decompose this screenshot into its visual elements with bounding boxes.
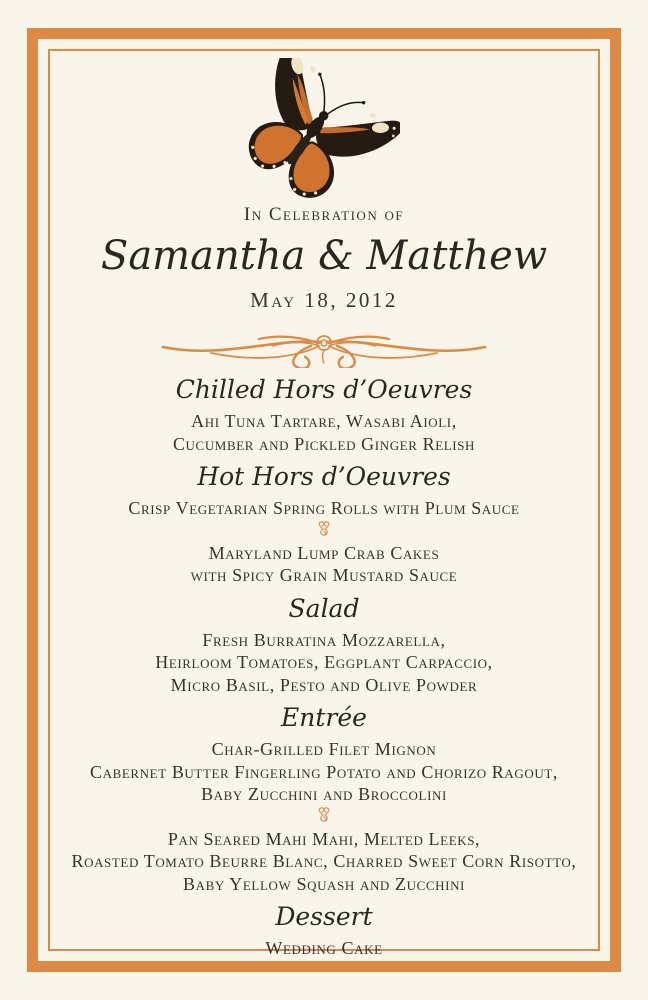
menu-item-line: Crisp Vegetarian Spring Rolls with Plum Sauce xyxy=(128,498,520,518)
menu-item-line: with Spicy Grain Mustard Sauce xyxy=(190,565,458,585)
menu-item-line: Baby Yellow Squash and Zucchini xyxy=(183,873,465,894)
intro-line: In Celebration of xyxy=(243,204,405,225)
menu-sections xyxy=(50,374,598,960)
menu-item-line: Pan Seared Mahi Mahi, Melted Leeks, xyxy=(167,828,481,849)
butterfly-illustration xyxy=(50,58,598,200)
menu-item-group xyxy=(50,738,598,806)
menu-item-group xyxy=(50,542,598,587)
section-title: Hot Hors d’Oeuvres xyxy=(197,462,451,491)
menu-item-group xyxy=(50,629,598,697)
menu-item-line: Cucumber and Pickled Ginger Relish xyxy=(172,433,476,454)
menu-item-line: Maryland Lump Crab Cakes xyxy=(208,542,440,563)
group-separator xyxy=(50,521,598,538)
menu-item-group xyxy=(50,937,598,960)
menu-section xyxy=(50,374,598,455)
small-flourish-icon xyxy=(315,521,333,537)
menu-section xyxy=(50,461,598,587)
couple-names: Samantha & Matthew xyxy=(100,233,548,279)
menu-item-line: Cabernet Butter Fingerling Potato and Chorizo Ragout, xyxy=(89,761,559,782)
butterfly-icon xyxy=(224,58,400,200)
menu-item-group xyxy=(50,410,598,455)
menu-item-line: Char-Grilled Filet Mignon xyxy=(211,739,437,759)
menu-item-line: Micro Basil, Pesto and Olive Powder xyxy=(170,674,478,695)
menu-item-group xyxy=(50,828,598,896)
menu-item-line: Heirloom Tomatoes, Eggplant Carpaccio, xyxy=(155,652,493,672)
section-title: Entrée xyxy=(281,703,367,732)
section-title: Dessert xyxy=(275,902,373,931)
small-flourish-icon xyxy=(315,807,333,823)
menu-section xyxy=(50,593,598,697)
menu-content xyxy=(50,0,598,960)
group-separator xyxy=(50,807,598,824)
section-title: Salad xyxy=(288,593,360,623)
menu-item-line: Roasted Tomato Beurre Blanc, Charred Sweet Corn Risotto, xyxy=(71,851,577,871)
menu-section xyxy=(50,702,598,895)
menu-item-group xyxy=(50,497,598,520)
menu-item-line: Wedding Cake xyxy=(265,938,383,958)
flourish-divider xyxy=(50,332,598,368)
menu-item-line: Ahi Tuna Tartare, Wasabi Aioli, xyxy=(191,411,457,431)
flourish-divider-icon xyxy=(159,332,489,368)
menu-section xyxy=(50,901,598,960)
menu-item-line: Fresh Burratina Mozzarella, xyxy=(202,629,446,650)
section-title: Chilled Hors d’Oeuvres xyxy=(175,375,473,404)
menu-item-line: Baby Zucchini and Broccolini xyxy=(201,784,447,804)
event-date: May 18, 2012 xyxy=(250,288,398,312)
